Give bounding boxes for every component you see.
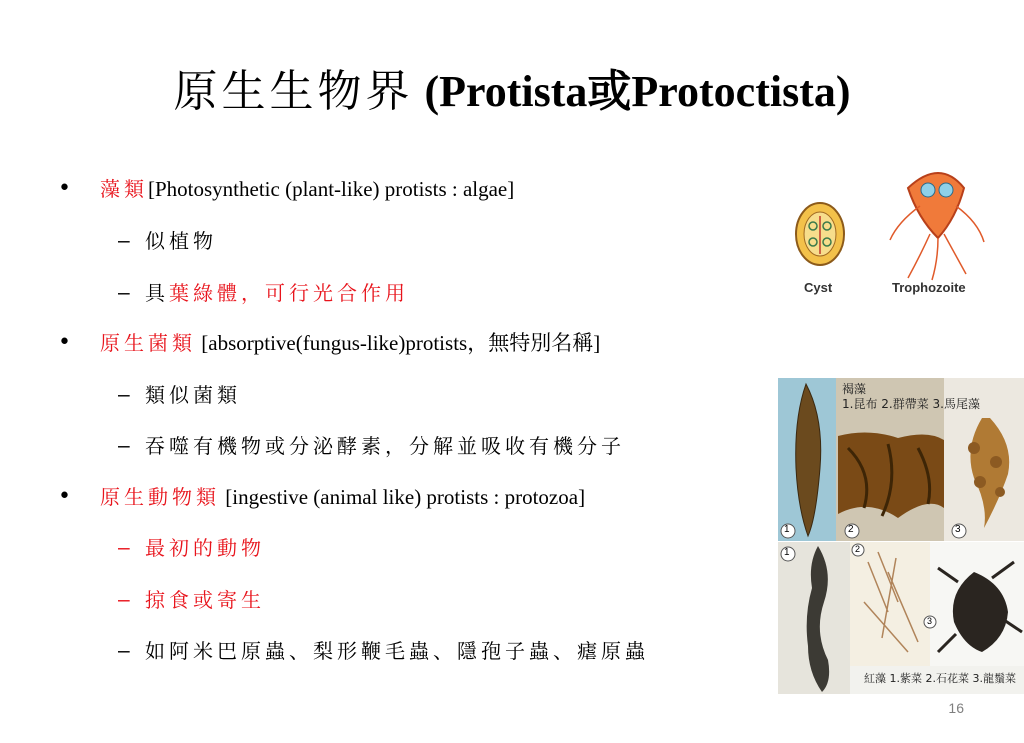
bullet-marker: •	[58, 330, 71, 355]
title-chinese: 原生生物界	[173, 66, 414, 117]
dash-marker: –	[118, 588, 130, 611]
cyst-figure	[796, 203, 844, 265]
bullet-algae-desc: [Photosynthetic (plant-like) protists : algae]	[148, 177, 515, 201]
sub-item	[145, 226, 217, 256]
sub-item-highlight: 掠食或寄生	[145, 588, 265, 612]
photo-number: 1	[784, 524, 790, 535]
photo-number: 1	[784, 547, 790, 558]
sub-item	[145, 431, 625, 461]
page-number: 16	[948, 700, 964, 716]
bullet-protozoa	[100, 482, 585, 512]
photo-number: 2	[848, 524, 854, 535]
dash-marker: –	[118, 281, 130, 304]
sub-item	[145, 636, 649, 666]
dash-marker: –	[118, 434, 130, 457]
dash-marker: –	[118, 229, 130, 252]
photo-number: 2	[855, 544, 861, 554]
bullet-fungus	[100, 328, 600, 358]
sub-item-highlight: 葉綠體，可行光合作用	[169, 281, 409, 305]
trophozoite-figure	[890, 173, 984, 280]
slide-title	[0, 62, 1024, 122]
bullet-fungus-term: 原生菌類	[100, 331, 196, 355]
sub-item-text: 吞噬有機物或分泌酵素，分解並吸收有機分子	[145, 434, 625, 458]
bullet-algae	[100, 174, 514, 204]
sub-item	[145, 278, 409, 308]
brown-algae-title: 褐藻	[842, 382, 867, 396]
brown-algae-caption	[842, 382, 980, 412]
photo-number: 3	[927, 616, 933, 626]
sub-item-text: 如阿米巴原蟲、梨形鞭毛蟲、隱孢子蟲、瘧原蟲	[145, 639, 649, 663]
red-algae-photo	[778, 542, 1024, 694]
protozoa-illustration	[780, 160, 1020, 310]
dash-marker: –	[118, 639, 130, 662]
brown-algae-photo	[778, 378, 1024, 541]
bullet-algae-term: 藻類	[100, 177, 148, 201]
bullet-protozoa-term: 原生動物類	[100, 485, 220, 509]
sub-item-text: 似植物	[145, 229, 217, 253]
dash-marker: –	[118, 383, 130, 406]
bullet-fungus-desc: [absorptive(fungus-like)protists，無特別名稱]	[196, 331, 601, 355]
brown-algae-species: 1.昆布 2.群帶菜 3.馬尾藻	[842, 397, 980, 411]
bullet-protozoa-desc: [ingestive (animal like) protists : protozoa]	[220, 485, 586, 509]
photo-number: 3	[955, 524, 961, 535]
sub-item	[145, 533, 265, 563]
bullet-marker: •	[58, 176, 71, 201]
dash-marker: –	[118, 536, 130, 559]
sub-item-text: 類似菌類	[145, 383, 241, 407]
cyst-label: Cyst	[804, 280, 833, 295]
title-english: (Protista或Protoctista)	[413, 67, 851, 116]
sub-item	[145, 585, 265, 615]
sub-item-text: 具	[145, 281, 169, 305]
bullet-marker: •	[58, 484, 71, 509]
trophozoite-label: Trophozoite	[892, 280, 966, 295]
sub-item	[145, 380, 241, 410]
sub-item-highlight: 最初的動物	[145, 536, 265, 560]
red-algae-caption: 紅藻 1.紫菜 2.石花菜 3.龍鬚菜	[864, 672, 1016, 685]
